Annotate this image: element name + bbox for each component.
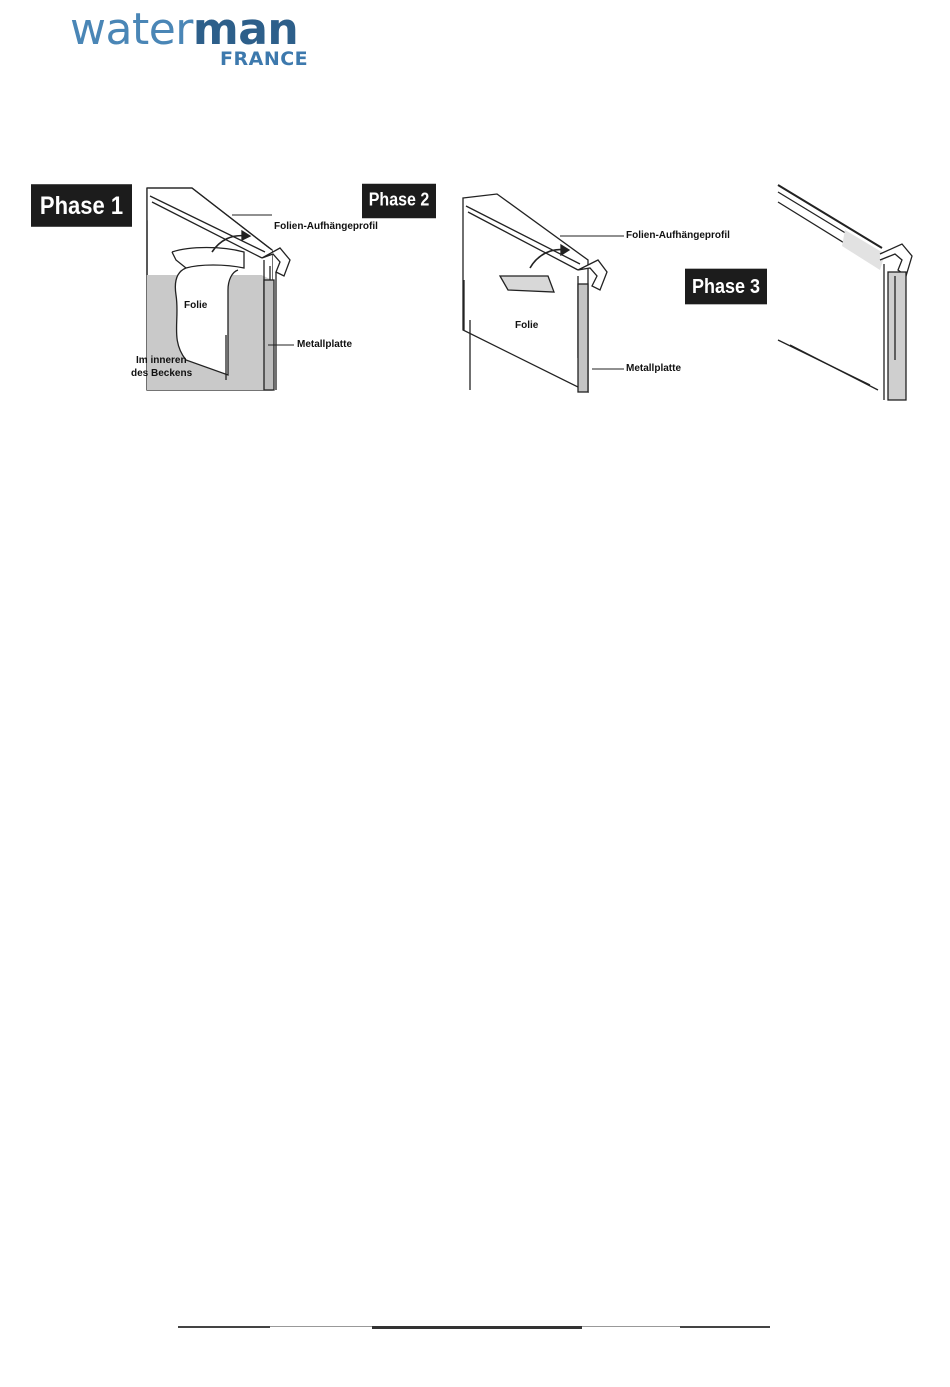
phase-1-badge: Phase 1 [31, 184, 132, 227]
footer-line-segment [582, 1326, 680, 1327]
footer-line-segment [372, 1326, 582, 1329]
phase-2-profile-label: Folien-Aufhängeprofil [626, 230, 730, 241]
phase-1-profile-label: Folien-Aufhängeprofil [274, 221, 378, 232]
footer-line-segment [270, 1326, 372, 1327]
phase-3-badge: Phase 3 [685, 269, 767, 305]
footer-line-segment [680, 1326, 770, 1328]
phase-2-badge: Phase 2 [362, 184, 436, 219]
phase-2-foil-label: Folie [515, 320, 539, 331]
phase-1-plate-label: Metallplatte [297, 339, 353, 350]
phase-2-plate-label: Metallplatte [626, 363, 682, 374]
phase-1-foil-label: Folie [184, 300, 208, 311]
footer-line-segment [178, 1326, 270, 1328]
phase-1-leader-lines [0, 0, 950, 420]
logo-word-man: man [192, 4, 299, 55]
phase-1-inside-label-line2: des Beckens [131, 368, 193, 379]
logo-word-water: water [70, 4, 193, 55]
phase-1-inside-label-line1: Im inneren [136, 355, 187, 366]
logo-subtitle: FRANCE [220, 48, 309, 70]
